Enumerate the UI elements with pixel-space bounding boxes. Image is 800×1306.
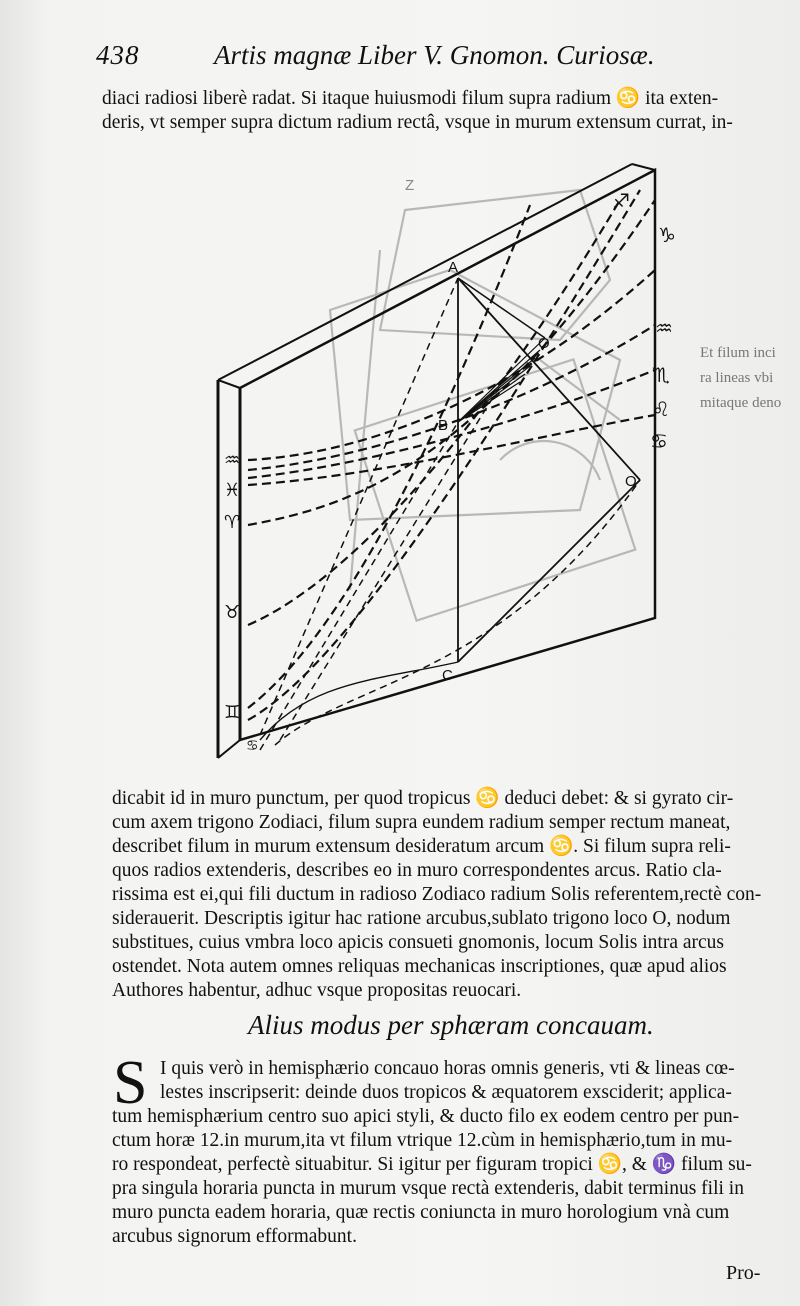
section-heading: Alius modus per sphæram concauam. (248, 1010, 654, 1040)
text-line: lestes inscripserit: deinde duos tropicos & æquatorem exsciderit; applica- (160, 1082, 732, 1103)
text-line: tum hemisphærium centro suo apici styli, & ducto filo ex eodem centro per pun- (112, 1106, 740, 1127)
catchword: Pro- (726, 1262, 761, 1284)
sign-label-left: ♓ (224, 480, 241, 501)
sign-label-right: ♐ (612, 189, 630, 213)
margin-bleed-text: mitaque deno (700, 395, 782, 411)
point-label-a: A (448, 259, 459, 276)
text-line: ostendet. Nota autem omnes reliquas mechanicas inscriptiones, quæ apud alios (112, 956, 727, 977)
text-line: cum axem trigono Zodiaci, filum supra eundem radium semper rectum maneat, (112, 812, 731, 833)
text-line: diaci radiosi liberè radat. Si itaque huiusmodi filum supra radium ♋ ita exten- (102, 88, 719, 109)
text-line: deris, vt semper supra dictum radium rectâ, vsque in murum extensum currat, in- (102, 112, 733, 133)
text-line: ctum horæ 12.in murum,ita vt filum vtrique 12.cùm in hemisphærio,tum in mu- (112, 1130, 733, 1151)
text-line: substitues, cuius vmbra loco apicis consueti gnomonis, locum Solis intra arcus (112, 932, 725, 953)
text-line: siderauerit. Descriptis igitur hac ratione arcubus,sublato trigono loco O, nodum (112, 908, 731, 929)
point-label-o-lower: O (625, 473, 637, 490)
text-line: arcubus signorum efformabunt. (112, 1226, 357, 1247)
sign-label-right: ♑ (658, 223, 676, 247)
sign-label-right: ♏ (652, 363, 670, 387)
gnomon-diagram (200, 160, 676, 775)
text-line: describet filum in murum extensum desideratum arcum ♋. Si filum supra reli- (112, 836, 731, 857)
drop-cap: S (113, 1049, 148, 1117)
text-line: muro puncta eadem horaria, quæ rectis coniuncta in muro horologium vnà cum (112, 1202, 730, 1223)
point-label-z: Z (405, 177, 415, 194)
text-line: I quis verò in hemisphærio concauo horas omnis generis, vti & lineas cœ- (160, 1058, 735, 1079)
page-header (96, 40, 746, 76)
sign-label-left: ♈ (224, 512, 241, 533)
sign-label-right: ♌ (652, 397, 670, 421)
page-number: 438 (96, 40, 140, 70)
text-line: pra singula horaria puncta in murum vsque rectà extenderis, dabit terminus fili in (112, 1178, 744, 1199)
sign-label-left: ♉ (224, 602, 241, 623)
sign-label-left: ♒ (224, 450, 241, 471)
text-line: rissima est ei,qui fili ductum in radioso Zodiaco radium Solis referentem,rectè con- (112, 884, 762, 905)
sign-label-left: ♊ (224, 702, 241, 723)
margin-bleed-text: ra lineas vbi (700, 370, 774, 386)
text-line: Authores habentur, adhuc vsque propositas reuocari. (112, 980, 522, 1001)
text-line: dicabit id in muro punctum, per quod tropicus ♋ deduci debet: & si gyrato cir- (112, 788, 734, 809)
sign-label-left: ♋ (246, 738, 259, 754)
running-title: Artis magnæ Liber V. Gnomon. Curiosæ. (214, 40, 655, 70)
sign-label-right: ♋ (650, 429, 668, 453)
margin-bleed-text: Et filum inci (700, 345, 776, 361)
text-line: quos radios extenderis, describes eo in muro correspondentes arcus. Ratio cla- (112, 860, 722, 881)
point-label-b: B (438, 417, 449, 434)
text-line: ro respondeat, perfectè situabitur. Si igitur per figuram tropici ♋, & ♑ filum su- (112, 1154, 752, 1175)
sign-label-right: ♒ (655, 316, 673, 340)
point-label-o: O (538, 335, 550, 352)
point-label-c: C (442, 667, 453, 684)
